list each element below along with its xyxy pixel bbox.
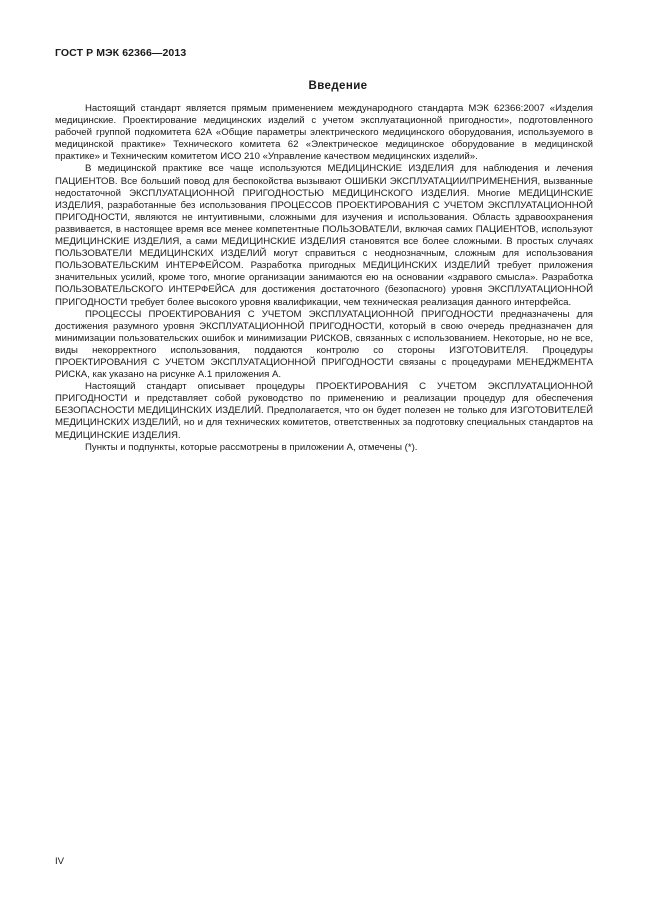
paragraph-3: ПРОЦЕССЫ ПРОЕКТИРОВАНИЯ С УЧЕТОМ ЭКСПЛУАТАЦИОННОЙ ПРИГОДНОСТИ предназначены для достижения разумного уровня ЭКСПЛУАТАЦИОННОЙ ПРИГОДНОСТИ, который в свою очередь предназначен для минимизации пользовательских ошибок и минимизации РИСКОВ, связанных с использованием. Некоторые, но не все, виды некорректного использования, поддаются контролю со стороны ИЗГОТОВИТЕЛЯ. Процедуры ПРОЕКТИРОВАНИЯ С УЧЕТОМ ЭКСПЛУАТАЦИОННОЙ ПРИГОДНОСТИ связаны с процедурами МЕНЕДЖМЕНТА РИСКА, как указано на рисунке А.1 приложения А. xyxy=(55,308,593,381)
paragraph-5: Пункты и подпункты, которые рассмотрены в приложении А, отмечены (*). xyxy=(85,441,418,453)
document-body xyxy=(55,103,593,454)
section-title: Введение xyxy=(308,80,368,92)
paragraph-1: Настоящий стандарт является прямым применением международного стандарта МЭК 62366:2007 «Изделия медицинские. Проектирование медицинских изделий с учетом эксплуатационной пригодности», подготовленного рабочей группой подкомитета 62А «Общие параметры электрического медицинского оборудования, используемого в медицинской практике» Технического комитета 62 «Электрическое медицинское оборудование в медицинской практике» и Техническим комитетом ИСО 210 «Управление качеством медицинских изделий». xyxy=(55,103,593,163)
paragraph-2: В медицинской практике все чаще используются МЕДИЦИНСКИЕ ИЗДЕЛИЯ для наблюдения и лечения ПАЦИЕНТОВ. Все больший повод для беспокойства вызывают ОШИБКИ ЭКСПЛУАТАЦИИ/ПРИМЕНЕНИЯ, вызванные недостаточной ЭКСПЛУАТАЦИОННОЙ ПРИГОДНОСТЬЮ МЕДИЦИНСКОГО ИЗДЕЛИЯ. Многие МЕДИЦИНСКИЕ ИЗДЕЛИЯ, разработанные без использования ПРОЦЕССОВ ПРОЕКТИРОВАНИЯ С УЧЕТОМ ЭКСПЛУАТАЦИОННОЙ ПРИГОДНОСТИ, являются не интуитивными, сложными для изучения и использования. Область здравоохранения развивается, в настоящее время все менее компетентные ПОЛЬЗОВАТЕЛИ, включая самих ПАЦИЕНТОВ, используют МЕДИЦИНСКИЕ ИЗДЕЛИЯ, а сами МЕДИЦИНСКИЕ ИЗДЕЛИЯ становятся все более сложными. В простых случаях ПОЛЬЗОВАТЕЛИ МЕДИЦИНСКИХ ИЗДЕЛИЙ могут справиться с неоднозначным, сложным для использования ПОЛЬЗОВАТЕЛЬСКИМ ИНТЕРФЕЙСОМ. Разработка пригодных МЕДИЦИНСКИХ ИЗДЕЛИЙ требует приложения значительных усилий, кроме того, многие организации занимаются ею на основании «здравого смысла». Разработка ПОЛЬЗОВАТЕЛЬСКОГО ИНТЕРФЕЙСА для достижения достаточного (безопасного) уровня ЭКСПЛУАТАЦИОННОЙ ПРИГОДНОСТИ требует более высокого уровня квалификации, чем техническая реализация данного интерфейса. xyxy=(55,163,593,308)
paragraph-4: Настоящий стандарт описывает процедуры ПРОЕКТИРОВАНИЯ С УЧЕТОМ ЭКСПЛУАТАЦИОННОЙ ПРИГОДНОСТИ и представляет собой руководство по применению и реализации процедур для обеспечения БЕЗОПАСНОСТИ МЕДИЦИНСКИХ ИЗДЕЛИЙ. Предполагается, что он будет полезен не только для ИЗГОТОВИТЕЛЕЙ МЕДИЦИНСКИХ ИЗДЕЛИЙ, но и для технических комитетов, ответственных за подготовку специальных стандартов на МЕДИЦИНСКИЕ ИЗДЕЛИЯ. xyxy=(55,381,593,441)
page-number: IV xyxy=(55,856,65,867)
document-header: ГОСТ Р МЭК 62366—2013 xyxy=(55,47,187,59)
